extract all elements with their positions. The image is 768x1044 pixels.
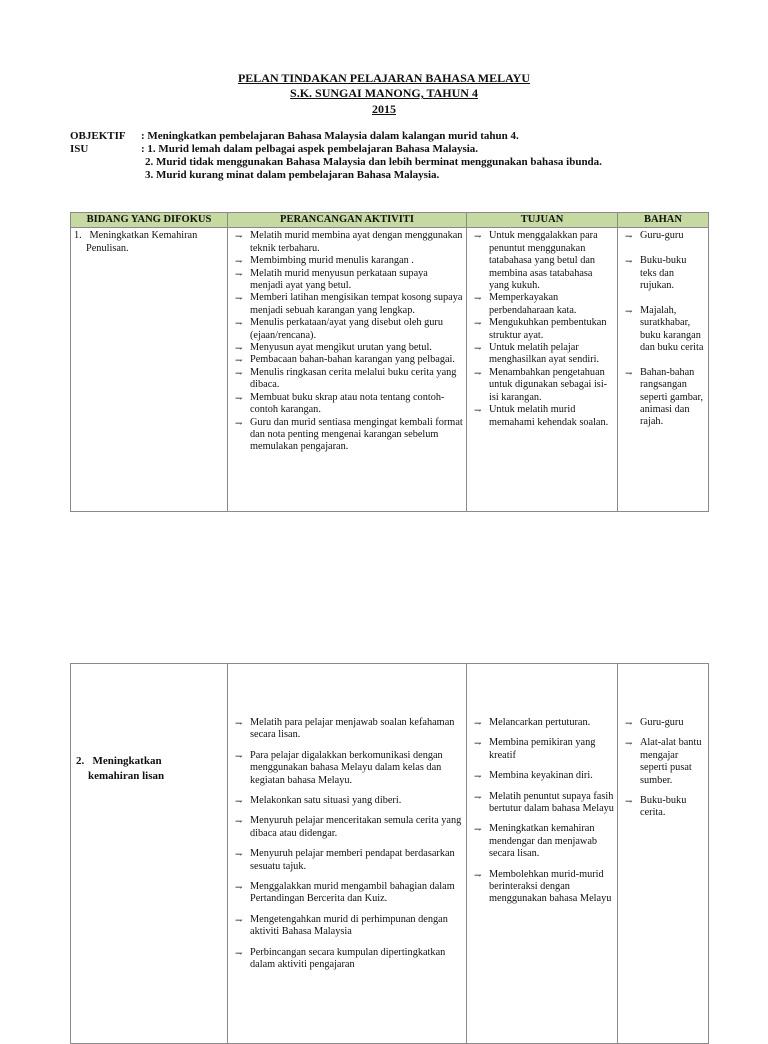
list-item: ⇁ Melatih murid membina ayat dengan menggunakan teknik terbaharu. xyxy=(235,230,463,254)
aktiviti-list xyxy=(231,717,463,972)
bahan-cell xyxy=(618,664,709,1044)
list-item: ⇁ Alat-alat bantu mengajar seperti pusat sumber. xyxy=(625,737,702,786)
tujuan-list xyxy=(470,230,614,429)
bidang-text: 1. Meningkatkan Kemahiran Penulisan. xyxy=(74,230,198,254)
tujuan-cell xyxy=(467,228,618,512)
list-item: ⇁ Buku-buku teks dan rujukan. xyxy=(625,255,687,292)
list-item: ⇁ Menyuruh pelajar memberi pendapat berdasarkan sesuatu tajuk. xyxy=(235,848,455,872)
plan-table-penulisan xyxy=(70,212,709,512)
list-item: ⇁ Menyuruh pelajar menceritakan semula cerita yang dibaca atau didengar. xyxy=(235,815,462,839)
isu-item: 3. Murid kurang minat dalam pembelajaran Bahasa Malaysia. xyxy=(145,169,440,181)
list-item: ⇁ Majalah, suratkhabar, buku karangan dan buku cerita xyxy=(625,304,704,354)
bahan-list xyxy=(621,717,705,820)
check-arrow-icon: ⇁ xyxy=(625,718,633,728)
check-arrow-icon: ⇁ xyxy=(474,405,482,416)
check-arrow-icon: ⇁ xyxy=(235,849,243,860)
check-arrow-icon: ⇁ xyxy=(235,914,243,925)
list-item: ⇁ Membolehkan murid-murid berinteraksi dengan menggunakan bahasa Melayu xyxy=(474,868,612,905)
list-item: ⇁ Membina keyakinan diri. xyxy=(474,770,593,782)
list-item: ⇁ Menulis perkataan/ayat yang disebut oleh guru (ejaan/rencana). xyxy=(235,317,444,341)
isu-label: ISU xyxy=(70,143,89,155)
tujuan-cell xyxy=(467,664,618,1044)
column-header-bahan: BAHAN xyxy=(618,213,709,228)
column-header-bidang: BIDANG YANG DIFOKUS xyxy=(71,213,228,228)
check-arrow-icon: ⇁ xyxy=(235,268,243,279)
bidang-cell xyxy=(71,228,228,512)
check-arrow-icon: ⇁ xyxy=(235,318,243,329)
school-subtitle: S.K. SUNGAI MANONG, TAHUN 4 xyxy=(290,86,478,100)
document-title: PELAN TINDAKAN PELAJARAN BAHASA MELAYU xyxy=(237,71,531,85)
table-row xyxy=(71,664,709,1044)
column-header-aktiviti: PERANCANGAN AKTIVITI xyxy=(228,213,467,228)
list-item: ⇁ Melakonkan satu situasi yang diberi. xyxy=(235,795,402,807)
check-arrow-icon: ⇁ xyxy=(474,231,482,242)
check-arrow-icon: ⇁ xyxy=(235,816,243,827)
check-arrow-icon: ⇁ xyxy=(474,869,482,880)
list-item: ⇁ Para pelajar digalakkan berkomunikasi dengan menggunakan bahasa Melayu dalam kelas dan kegiatan bahasa Melayu. xyxy=(235,749,443,786)
list-item: ⇁ Untuk menggalakkan para penuntut menggunakan tatabahasa yang betul dan membina asas tatabahasa yang kukuh. xyxy=(474,230,598,292)
check-arrow-icon: ⇁ xyxy=(235,417,243,428)
check-arrow-icon: ⇁ xyxy=(625,231,633,242)
check-arrow-icon: ⇁ xyxy=(625,305,633,316)
list-item: ⇁ Menambahkan pengetahuan untuk digunakan sebagai isi-isi karangan. xyxy=(474,366,608,403)
list-item: ⇁ Memberi latihan mengisikan tempat kosong supaya menjadi sebuah karangan yang lengkap. xyxy=(235,292,463,316)
check-arrow-icon: ⇁ xyxy=(235,392,243,403)
check-arrow-icon: ⇁ xyxy=(235,256,243,267)
list-item: ⇁ Membina pemikiran yang kreatif xyxy=(474,737,596,761)
column-header-tujuan: TUJUAN xyxy=(467,213,618,228)
check-arrow-icon: ⇁ xyxy=(474,718,482,728)
bahan-cell xyxy=(618,228,709,512)
list-item: ⇁ Membuat buku skrap atau nota tentang contoh-contoh karangan. xyxy=(235,391,445,416)
check-arrow-icon: ⇁ xyxy=(474,293,482,304)
bidang-cell xyxy=(71,664,228,1044)
objektif-label: OBJEKTIF xyxy=(70,130,126,142)
list-item: ⇁ Melancarkan pertuturan. xyxy=(474,717,591,728)
check-arrow-icon: ⇁ xyxy=(235,796,243,807)
check-arrow-icon: ⇁ xyxy=(235,718,243,728)
list-item: ⇁ Perbincangan secara kumpulan dipertingkatkan dalam aktiviti pengajaran xyxy=(235,946,446,971)
aktiviti-cell xyxy=(228,228,467,512)
check-arrow-icon: ⇁ xyxy=(474,791,482,802)
list-item: ⇁ Pembacaan bahan-bahan karangan yang pelbagai. xyxy=(235,354,455,366)
list-item: ⇁ Melatih murid menyusun perkataan supaya menjadi ayat yang betul. xyxy=(235,267,428,292)
list-item: ⇁ Guru dan murid sentiasa mengingat kembali format dan nota penting mengenai karangan sebelum memulakan pengajaran. xyxy=(235,416,463,453)
check-arrow-icon: ⇁ xyxy=(235,343,243,354)
list-item: ⇁ Bahan-bahan rangsangan seperti gambar, animasi dan rajah. xyxy=(625,366,704,428)
check-arrow-icon: ⇁ xyxy=(474,343,482,354)
list-item: ⇁ Mengukuhkan pembentukan struktur ayat. xyxy=(474,317,607,341)
check-arrow-icon: ⇁ xyxy=(235,947,243,958)
list-item: ⇁ Mengetengahkan murid di perhimpunan dengan aktiviti Bahasa Malaysia xyxy=(235,913,448,938)
plan-table-lisan xyxy=(70,663,709,1044)
table-header-row xyxy=(71,213,709,228)
check-arrow-icon: ⇁ xyxy=(474,738,482,749)
aktiviti-list xyxy=(231,230,463,453)
objektif-text: : Meningkatkan pembelajaran Bahasa Malaysia dalam kalangan murid tahun 4. xyxy=(141,130,519,142)
check-arrow-icon: ⇁ xyxy=(625,367,633,378)
check-arrow-icon: ⇁ xyxy=(625,256,633,267)
check-arrow-icon: ⇁ xyxy=(474,367,482,378)
bahan-list xyxy=(621,230,705,428)
list-item: ⇁ Menggalakkan murid mengambil bahagian dalam Pertandingan Bercerita dan Kuiz. xyxy=(235,881,455,905)
tujuan-list xyxy=(470,717,614,906)
check-arrow-icon: ⇁ xyxy=(625,796,633,807)
list-item: ⇁ Menyusun ayat mengikut urutan yang betul. xyxy=(235,342,432,354)
list-item: ⇁ Guru-guru xyxy=(625,717,684,728)
aktiviti-cell xyxy=(228,664,467,1044)
list-item: ⇁ Untuk melatih pelajar menghasilkan ayat sendiri. xyxy=(474,342,600,366)
check-arrow-icon: ⇁ xyxy=(235,293,243,304)
check-arrow-icon: ⇁ xyxy=(474,771,482,782)
list-item: ⇁ Melatih para pelajar menjawab soalan kefahaman secara lisan. xyxy=(235,717,455,741)
list-item: ⇁ Memperkayakan perbendaharaan kata. xyxy=(474,292,577,316)
check-arrow-icon: ⇁ xyxy=(235,231,243,242)
check-arrow-icon: ⇁ xyxy=(474,824,482,835)
list-item: ⇁ Guru-guru xyxy=(625,230,684,242)
check-arrow-icon: ⇁ xyxy=(235,882,243,893)
list-item: ⇁ Meningkatkan kemahiran mendengar dan menjawab secara lisan. xyxy=(474,823,598,860)
check-arrow-icon: ⇁ xyxy=(474,318,482,329)
check-arrow-icon: ⇁ xyxy=(625,738,633,749)
list-item: ⇁ Buku-buku cerita. xyxy=(625,795,687,819)
isu-item: : 1. Murid lemah dalam pelbagai aspek pembelajaran Bahasa Malaysia. xyxy=(141,143,479,155)
bidang-text: 2. Meningkatkan kemahiran lisan xyxy=(76,755,165,782)
year-label: 2015 xyxy=(372,102,396,116)
list-item: ⇁ Untuk melatih murid memahami kehendak soalan. xyxy=(474,404,609,428)
check-arrow-icon: ⇁ xyxy=(235,367,243,378)
isu-item: 2. Murid tidak menggunakan Bahasa Malaysia dan lebih berminat menggunakan bahasa ibunda. xyxy=(145,156,602,168)
check-arrow-icon: ⇁ xyxy=(235,355,243,366)
list-item: ⇁ Membimbing murid menulis karangan . xyxy=(235,255,414,267)
list-item: ⇁ Melatih penuntut supaya fasih bertutur dalam bahasa Melayu xyxy=(474,790,614,815)
check-arrow-icon: ⇁ xyxy=(235,750,243,761)
table-row xyxy=(71,228,709,512)
list-item: ⇁ Menulis ringkasan cerita melalui buku cerita yang dibaca. xyxy=(235,366,457,391)
